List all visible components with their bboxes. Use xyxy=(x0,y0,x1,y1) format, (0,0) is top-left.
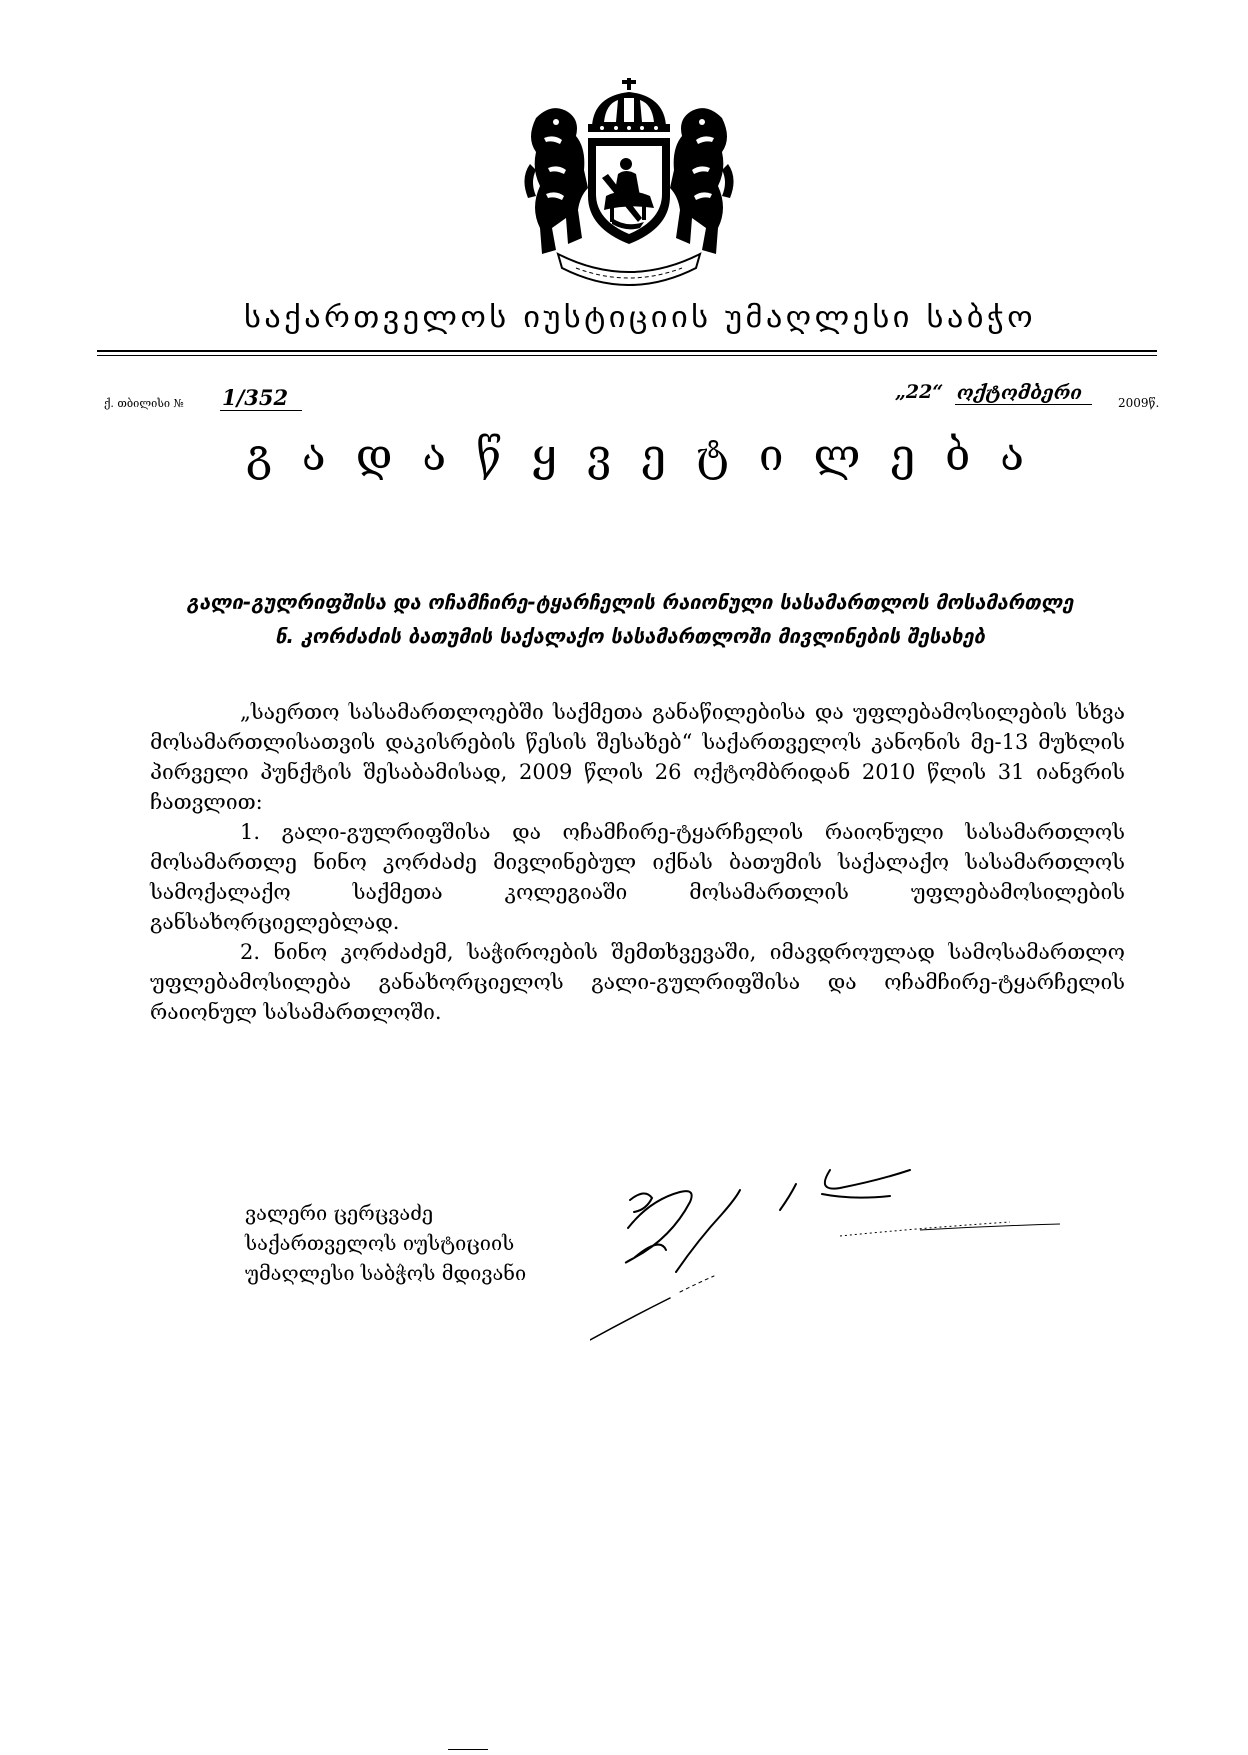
signatory-position-line-2: უმაღლესი საბჭოს მდივანი xyxy=(245,1261,527,1285)
document-number-value: 1/352 xyxy=(220,385,302,411)
header-rule-thick xyxy=(97,350,1157,352)
document-title: გადაწყვეტილება xyxy=(245,430,1054,481)
signatory-block xyxy=(245,1198,526,1288)
date-year: 2009წ. xyxy=(1118,396,1160,410)
body-paragraph-preamble: „საერთო სასამართლოებში საქმეთა განაწილებისა და უფლებამოსილების სხვა მოსამართლისათვის დაკისრების წესის შესახებ“ საქართველოს კანონის მე-13 მუხლის პირველი პუნქტის შესაბამისად, 2009 წლის 26 ოქტომბრიდან 2010 წლის 31 იანვრის ჩათვლით: xyxy=(150,700,1125,814)
handwritten-signature xyxy=(590,1140,1130,1360)
document-body xyxy=(150,697,1125,1027)
document-subject xyxy=(130,585,1130,653)
body-paragraph-item-2: 2. ნინო კორძაძემ, საჭიროების შემთხვევაში, იმავდროულად სამოსამართლო უფლებამოსილება განახორციელოს გალი-გულრიფშისა და ოჩამჩირე-ტყარჩელის რაიონულ სასამართლოში. xyxy=(150,940,1125,1024)
subject-line-2: ნ. კორძაძის ბათუმის საქალაქო სასამართლოში მივლინების შესახებ xyxy=(275,624,985,648)
body-paragraph-item-1: 1. გალი-გულრიფშისა და ოჩამჩირე-ტყარჩელის რაიონული სასამართლოს მოსამართლე ნინო კორძაძე მივლინებულ იქნას ბათუმის საქალაქო სასამართლოს სამოქალაქო საქმეთა კოლეგიაში მოსამართლის უფლებამოსილების განსახორციელებლად. xyxy=(150,820,1125,934)
subject-line-1: გალი-გულრიფშისა და ოჩამჩირე-ტყარჩელის რაიონული სასამართლოს მოსამართლე xyxy=(186,590,1074,614)
institution-name: საქართველოს იუსტიციის უმაღლესი საბჭო xyxy=(243,300,1037,334)
date-month: ოქტომბერი xyxy=(955,382,1092,405)
coat-of-arms-emblem xyxy=(522,78,736,286)
signatory-position-line-1: საქართველოს იუსტიციის xyxy=(245,1231,515,1255)
date-day: „22“ xyxy=(895,381,944,403)
header-rule-thin xyxy=(97,355,1157,356)
signatory-name: ვალერი ცერცვაძე xyxy=(245,1201,434,1225)
footer-mark xyxy=(448,1749,488,1750)
document-number-label: ქ. თბილისი № xyxy=(104,397,184,410)
